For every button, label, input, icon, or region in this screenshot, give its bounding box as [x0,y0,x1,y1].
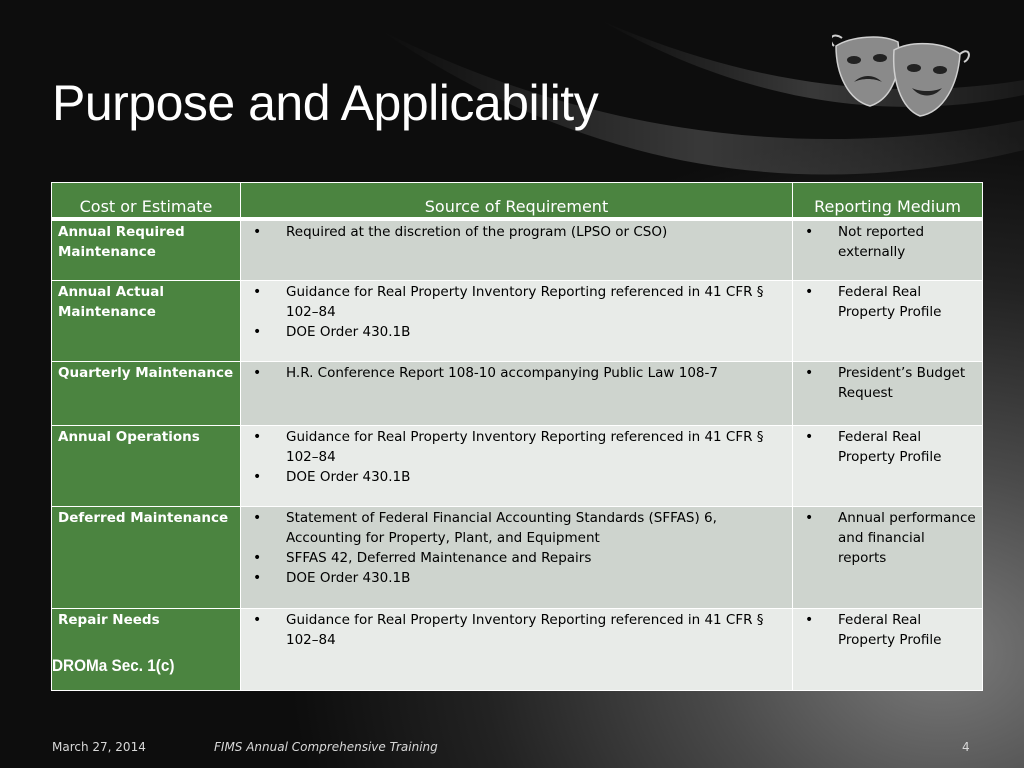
source-cell [241,506,793,608]
row-label-text: Repair Needs [58,611,160,628]
table-row [52,280,983,361]
medium-item: • Federal Real Property Profile [799,610,976,650]
source-cell [241,425,793,506]
requirements-table [51,182,983,691]
medium-item: • President’s Budget Request [799,363,976,403]
source-cell [241,219,793,280]
row-label: Annual Actual Maintenance [52,280,241,361]
medium-cell [793,280,983,361]
header-source-of-requirement: Source of Requirement [241,183,793,220]
theater-masks-icon [832,28,972,124]
medium-cell [793,608,983,690]
medium-item: • Not reported externally [799,222,976,262]
footer-event-name: FIMS Annual Comprehensive Training [214,740,438,754]
source-item: • Guidance for Real Property Inventory Reporting referenced in 41 CFR § 102–84 [247,282,786,322]
table-row [52,608,983,690]
source-cell [241,608,793,690]
footer-date: March 27, 2014 [52,740,146,754]
medium-cell [793,506,983,608]
row-label: Quarterly Maintenance [52,361,241,425]
source-item: • DOE Order 430.1B [247,322,786,342]
header-cost-or-estimate: Cost or Estimate [52,183,241,220]
droma-section-note: DROMa Sec. 1(c) [52,655,175,675]
source-item: • Guidance for Real Property Inventory Reporting referenced in 41 CFR § 102–84 [247,427,786,467]
source-item: • Guidance for Real Property Inventory Reporting referenced in 41 CFR § 102–84 [247,610,786,650]
source-item: • SFFAS 42, Deferred Maintenance and Repairs [247,548,786,568]
source-item: • Statement of Federal Financial Accounting Standards (SFFAS) 6, Accounting for Property, Plant, and Equipment [247,508,786,548]
source-cell [241,361,793,425]
table-header-row [52,183,983,220]
row-label: Deferred Maintenance [52,506,241,608]
table-row [52,219,983,280]
slide-page-number: 4 [962,740,970,754]
medium-item: • Federal Real Property Profile [799,282,976,322]
medium-cell [793,361,983,425]
slide-title: Purpose and Applicability [52,75,599,131]
medium-cell [793,219,983,280]
row-label: Annual Operations [52,425,241,506]
source-item: • DOE Order 430.1B [247,568,786,588]
row-label: Annual Required Maintenance [52,219,241,280]
table-row [52,506,983,608]
table-row [52,361,983,425]
table-row [52,425,983,506]
medium-cell [793,425,983,506]
source-item: • DOE Order 430.1B [247,467,786,487]
source-item: • Required at the discretion of the program (LPSO or CSO) [247,222,786,242]
source-cell [241,280,793,361]
source-item: • H.R. Conference Report 108-10 accompanying Public Law 108-7 [247,363,786,383]
medium-item: • Federal Real Property Profile [799,427,976,467]
medium-item: • Annual performance and financial reports [799,508,976,568]
row-label [52,608,241,690]
header-reporting-medium: Reporting Medium [793,183,983,220]
